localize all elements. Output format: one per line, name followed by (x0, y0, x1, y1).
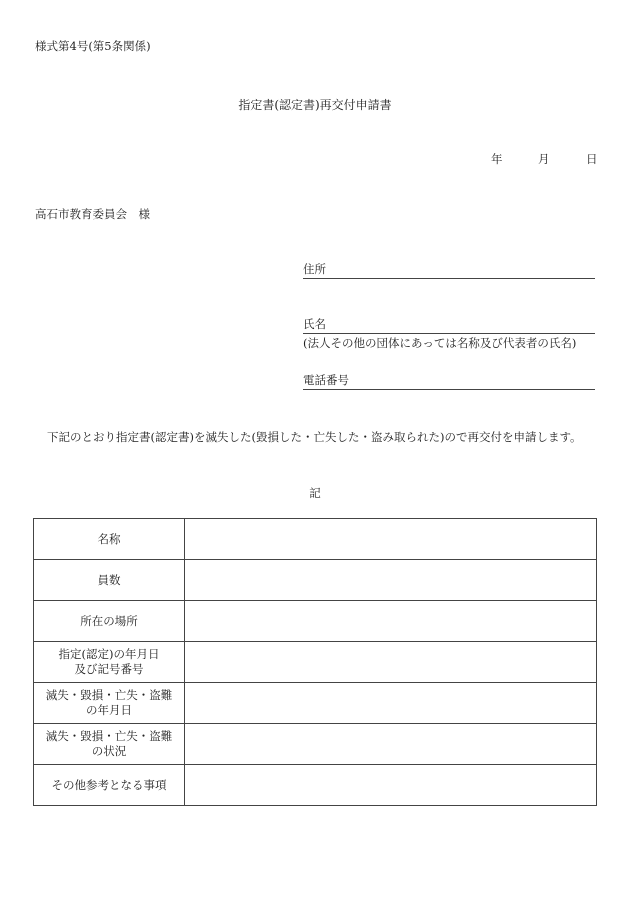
table-row (34, 560, 597, 601)
detail-table (33, 518, 597, 806)
row-value-cell[interactable] (185, 683, 597, 724)
row-label-line: その他参考となる事項 (51, 777, 167, 792)
row-label (34, 642, 185, 683)
row-label-line: 滅失・毀損・亡失・盗難 (45, 688, 173, 702)
name-note: (法人その他の団体にあっては名称及び代表者の氏名) (303, 336, 577, 350)
table-row (34, 765, 597, 806)
row-label-line: 所在の場所 (80, 613, 138, 628)
row-label-line: 滅失・毀損・亡失・盗難 (45, 729, 173, 743)
body-text: 下記のとおり指定書(認定書)を滅失した(毀損した・亡失した・盗み取られた)ので再交付を申請します。 (47, 430, 582, 444)
row-label-line: 名称 (97, 531, 121, 546)
address-field[interactable] (303, 261, 595, 279)
date-month-label: 月 (538, 152, 550, 166)
document-title: 指定書(認定書)再交付申請書 (238, 98, 392, 112)
addressee: 高石市教育委員会 様 (35, 207, 150, 221)
name-label: 氏名 (303, 317, 326, 331)
table-row (34, 601, 597, 642)
row-label (34, 519, 185, 560)
phone-field[interactable] (303, 372, 595, 390)
row-label-line: 指定(認定)の年月日 (58, 647, 160, 661)
row-value-cell[interactable] (185, 724, 597, 765)
row-label (34, 683, 185, 724)
row-label (34, 601, 185, 642)
address-label: 住所 (303, 262, 326, 276)
row-value-cell[interactable] (185, 560, 597, 601)
row-value-cell[interactable] (185, 765, 597, 806)
row-value-cell[interactable] (185, 519, 597, 560)
table-row (34, 724, 597, 765)
date-day-label: 日 (586, 152, 598, 166)
row-label-line: 及び記号番号 (74, 662, 144, 676)
row-label-line: の年月日 (86, 703, 132, 717)
phone-label: 電話番号 (303, 373, 349, 387)
table-row (34, 683, 597, 724)
row-label (34, 765, 185, 806)
row-value-cell[interactable] (185, 601, 597, 642)
row-label (34, 560, 185, 601)
ki-heading: 記 (309, 486, 321, 500)
form-number: 様式第4号(第5条関係) (35, 39, 151, 53)
row-label-line: 員数 (97, 572, 121, 587)
row-label-line: の状況 (91, 744, 127, 758)
table-row (34, 642, 597, 683)
row-value-cell[interactable] (185, 642, 597, 683)
name-field[interactable] (303, 316, 595, 334)
row-label (34, 724, 185, 765)
table-row (34, 519, 597, 560)
date-year-label: 年 (491, 152, 503, 166)
